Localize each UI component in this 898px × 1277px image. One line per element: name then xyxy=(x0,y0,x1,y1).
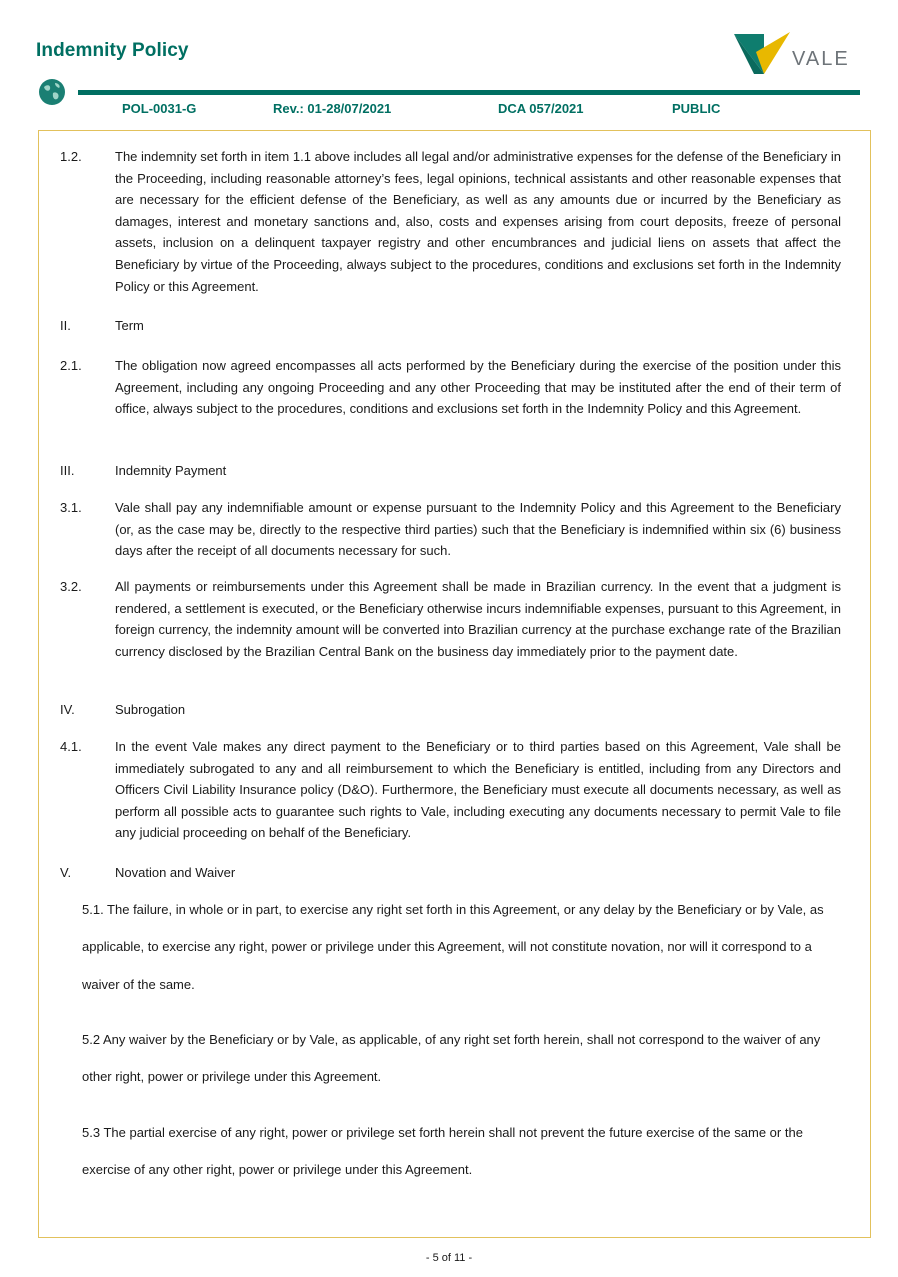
document-code: POL-0031-G xyxy=(122,101,197,116)
section-title: Subrogation xyxy=(115,702,186,717)
section-number: II. xyxy=(60,318,71,333)
section-heading-term xyxy=(60,316,144,336)
clause-number: 2.1. xyxy=(60,358,82,373)
section-title: Novation and Waiver xyxy=(115,865,236,880)
clause-text: The indemnity set forth in item 1.1 above includes all legal and/or administrative expenses for the defense of the Beneficiary in the Proceeding, including reasonable attorney’s fees, legal opinions, technical assistants and other reasonable expenses that are necessary for the efficient defense of the Beneficiary, as well as any amounts due or incurred by the Beneficiary as damages, interest and monetary sanctions and, also, costs and expenses arising from court deposits, freeze of personal assets, inclusion on a delinquent taxpayer registry and other encumbrances and judicial liens on assets that affect the Beneficiary by virtue of the Proceeding, always subject to the procedures, conditions and exclusions set forth in the Indemnity Policy or this Agreement. xyxy=(115,149,841,294)
clause-2-1 xyxy=(60,355,841,420)
section-heading-indemnity-payment xyxy=(60,461,226,481)
header-rule xyxy=(78,90,860,95)
dca-label: DCA 057/2021 xyxy=(498,101,584,116)
vale-logo-text: VALE xyxy=(792,48,850,70)
section-number: III. xyxy=(60,463,75,478)
clause-text: Vale shall pay any indemnifiable amount or expense pursuant to the Indemnity Policy and this Agreement to the Beneficiary (or, as the case may be, directly to the respective third parties) such that the Beneficiary is indemnified within six (6) business days after the receipt of all documents necessary for such. xyxy=(115,500,841,559)
clause-text: In the event Vale makes any direct payment to the Beneficiary or to third parties based on this Agreement, Vale shall be immediately subrogated to any and all reimbursement to which the Beneficiary is entitled, including from any Directors and Officers Civil Liability Insurance policy (D&O). Furthermore, the Beneficiary must execute all documents necessary, as well as perform all possible acts to guarantee such rights to Vale, including executing any documents necessary to permit Vale to file any judicial proceeding on behalf of the Beneficiary. xyxy=(115,739,841,841)
section-title: Term xyxy=(115,318,144,333)
clause-1-2 xyxy=(60,146,841,297)
clause-number: 4.1. xyxy=(60,739,82,754)
section-number: IV. xyxy=(60,702,75,717)
clause-number: 3.1. xyxy=(60,500,82,515)
clause-5-3: 5.3 The partial exercise of any right, power or privilege set forth herein shall not prevent the future exercise of the same or the exercise of any other right, power or privilege under this Agreement. xyxy=(82,1125,803,1178)
globe-icon xyxy=(38,78,66,106)
section-title: Indemnity Payment xyxy=(115,463,227,478)
clause-text: All payments or reimbursements under this Agreement shall be made in Brazilian currency. In the event that a judgment is rendered, a settlement is executed, or the Beneficiary otherwise incurs indemnifiable expenses, pursuant to this Agreement, in foreign currency, the indemnity amount will be converted into Brazilian currency at the purchase exchange rate of the Brazilian currency disclosed by the Brazilian Central Bank on the business day immediately prior to the payment date. xyxy=(115,579,841,659)
classification-label: PUBLIC xyxy=(672,101,721,116)
clause-3-2 xyxy=(60,576,841,662)
document-title: Indemnity Policy xyxy=(36,40,189,61)
clause-text: The obligation now agreed encompasses all acts performed by the Beneficiary during the exercise of the position under this Agreement, including any ongoing Proceeding and any other Proceeding that may be instituted after the end of their term of office, always subject to the procedures, conditions and exclusions set forth in the Indemnity Policy and this Agreement. xyxy=(115,358,841,417)
clause-4-1 xyxy=(60,736,841,844)
clause-3-1 xyxy=(60,497,841,562)
revision-label: Rev.: 01-28/07/2021 xyxy=(273,101,392,116)
clause-number: 3.2. xyxy=(60,579,82,594)
section-heading-novation-waiver xyxy=(60,863,235,883)
clause-number: 1.2. xyxy=(60,149,82,164)
clause-5-2: 5.2 Any waiver by the Beneficiary or by Vale, as applicable, of any right set forth herein, shall not correspond to the waiver of any other right, power or privilege under this Agreement. xyxy=(82,1032,821,1085)
clause-5-1: 5.1. The failure, in whole or in part, to exercise any right set forth in this Agreement, or any delay by the Beneficiary or by Vale, as applicable, to exercise any right, power or privilege under this Agreement, will not constitute novation, nor will it correspond to a waiver of the same. xyxy=(82,902,824,992)
section-heading-subrogation xyxy=(60,700,185,720)
page-number: - 5 of 11 - xyxy=(425,1252,473,1264)
section-number: V. xyxy=(60,865,72,880)
